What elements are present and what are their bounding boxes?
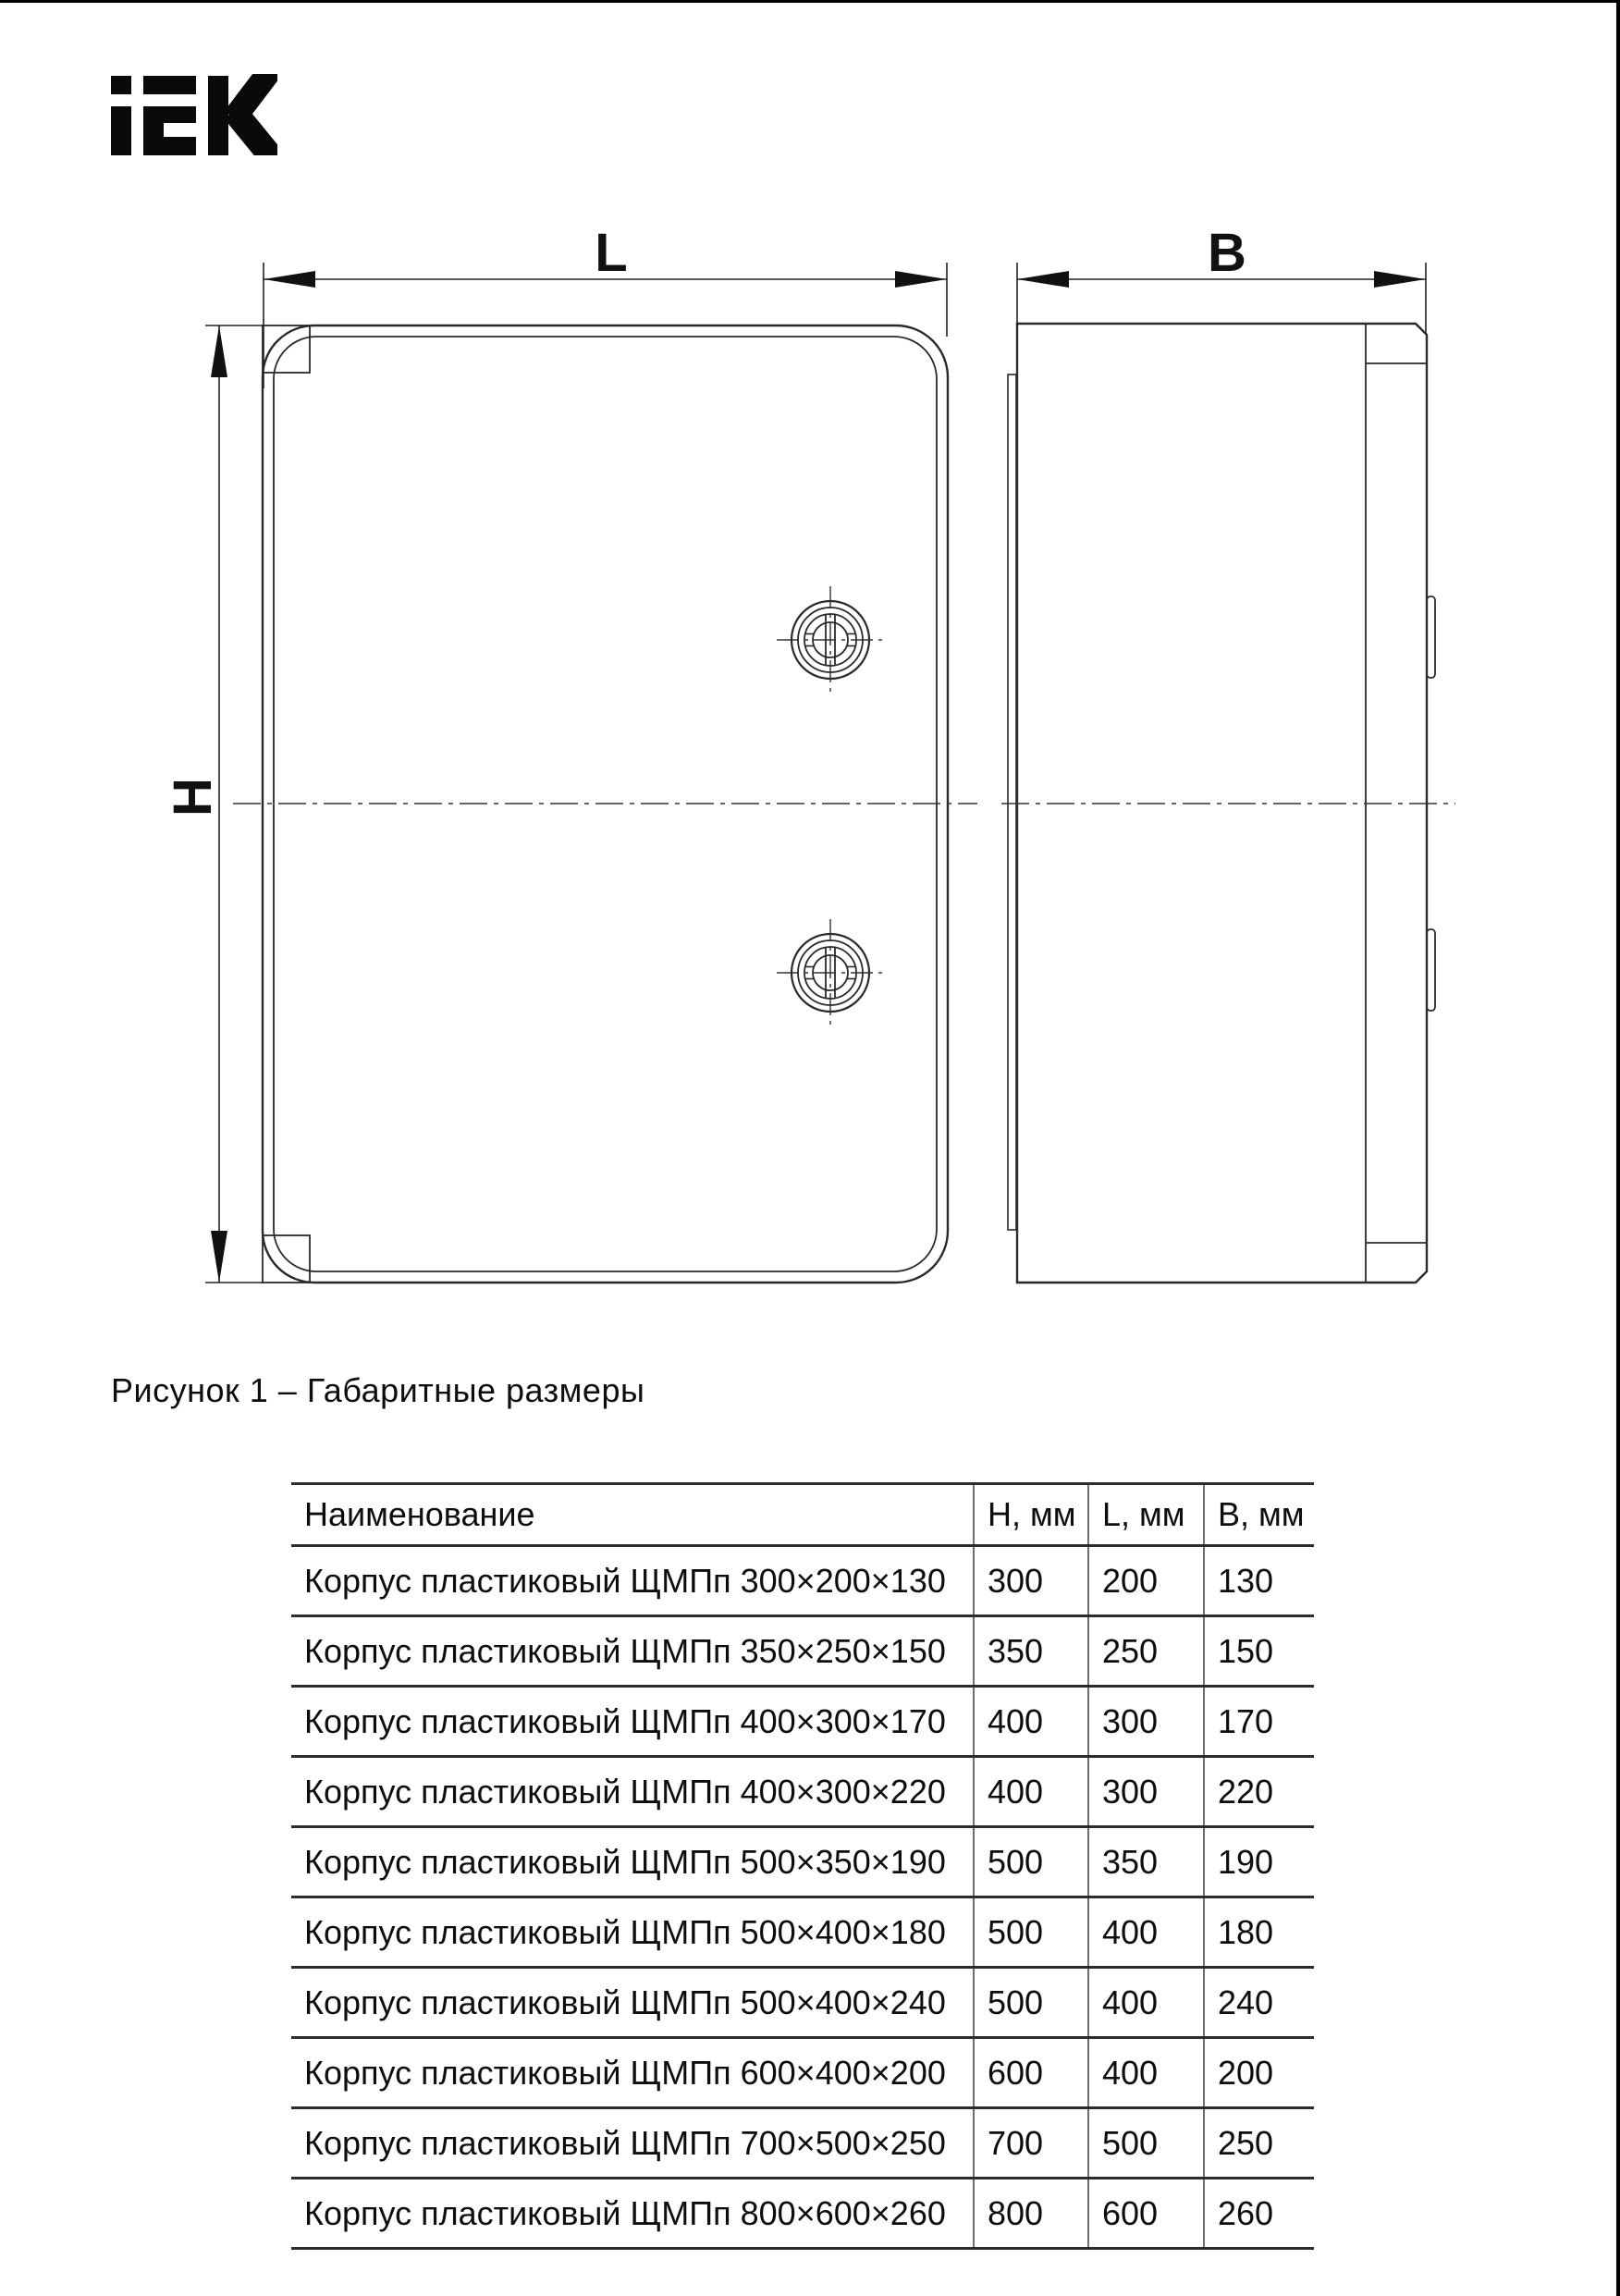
cell-b: 180 [1204, 1897, 1314, 1968]
cell-l: 400 [1088, 2038, 1204, 2108]
cell-name: Корпус пластиковый ЩМПп 300×200×130 [304, 1561, 946, 1600]
cell-name: Корпус пластиковый ЩМПп 800×600×260 [304, 2193, 946, 2232]
table-row [291, 1897, 1314, 1968]
cell-h: 700 [974, 2108, 1088, 2179]
table-row [291, 2038, 1314, 2108]
table-row [291, 1616, 1314, 1687]
table-row [291, 1687, 1314, 1757]
cell-b: 170 [1204, 1687, 1314, 1757]
cell-b: 260 [1204, 2179, 1314, 2249]
column-header-h: Н, мм [974, 1484, 1088, 1546]
table-row [291, 1757, 1314, 1827]
cell-l: 400 [1088, 1897, 1204, 1968]
cell-h: 400 [974, 1757, 1088, 1827]
cell-b: 130 [1204, 1546, 1314, 1616]
cell-name: Корпус пластиковый ЩМПп 400×300×170 [304, 1701, 946, 1740]
dim-label-h: H [163, 778, 223, 816]
cell-l: 600 [1088, 2179, 1204, 2249]
table-row [291, 1546, 1314, 1616]
cell-h: 500 [974, 1827, 1088, 1897]
cell-b: 250 [1204, 2108, 1314, 2179]
table-row [291, 1968, 1314, 2038]
figure-caption: Рисунок 1 – Габаритные размеры [111, 1371, 645, 1409]
cell-b: 200 [1204, 2038, 1314, 2108]
table-row [291, 1827, 1314, 1897]
cell-name: Корпус пластиковый ЩМПп 400×300×220 [304, 1772, 946, 1811]
cell-name: Корпус пластиковый ЩМПп 500×400×240 [304, 1983, 946, 2021]
cell-l: 500 [1088, 2108, 1204, 2179]
cell-h: 600 [974, 2038, 1088, 2108]
column-header-name: Наименование [304, 1495, 535, 1533]
cell-b: 150 [1204, 1616, 1314, 1687]
table-row [291, 2108, 1314, 2179]
dim-label-b: B [1208, 223, 1246, 283]
side-latch-top [1427, 596, 1435, 678]
side-latch-bottom [1427, 929, 1435, 1011]
column-header-l: L, мм [1088, 1484, 1204, 1546]
cell-h: 350 [974, 1616, 1088, 1687]
side-rear-flange [1008, 374, 1016, 1230]
cell-h: 800 [974, 2179, 1088, 2249]
cell-l: 300 [1088, 1757, 1204, 1827]
cell-l: 250 [1088, 1616, 1204, 1687]
cell-l: 400 [1088, 1968, 1204, 2038]
cell-l: 300 [1088, 1687, 1204, 1757]
column-header-b: В, мм [1204, 1484, 1314, 1546]
cell-name: Корпус пластиковый ЩМПп 600×400×200 [304, 2053, 946, 2092]
table-row [291, 2179, 1314, 2249]
cell-h: 500 [974, 1897, 1088, 1968]
cell-b: 240 [1204, 1968, 1314, 2038]
cell-b: 220 [1204, 1757, 1314, 1827]
dimension-arrows [211, 271, 1426, 1283]
cell-name: Корпус пластиковый ЩМПп 500×400×180 [304, 1912, 946, 1951]
cell-name: Корпус пластиковый ЩМПп 350×250×150 [304, 1631, 946, 1670]
cell-l: 200 [1088, 1546, 1204, 1616]
lock-detail-bottom [777, 919, 884, 1026]
lock-detail-top [777, 586, 884, 694]
cell-h: 300 [974, 1546, 1088, 1616]
cell-name: Корпус пластиковый ЩМПп 500×350×190 [304, 1842, 946, 1881]
cell-name: Корпус пластиковый ЩМПп 700×500×250 [304, 2123, 946, 2162]
dim-label-l: L [595, 223, 628, 283]
dimensions-table [291, 1482, 1314, 2250]
cell-h: 500 [974, 1968, 1088, 2038]
table-header-row [291, 1484, 1314, 1546]
cell-h: 400 [974, 1687, 1088, 1757]
cell-l: 350 [1088, 1827, 1204, 1897]
cell-b: 190 [1204, 1827, 1314, 1897]
dimension-lines [205, 263, 1426, 1283]
